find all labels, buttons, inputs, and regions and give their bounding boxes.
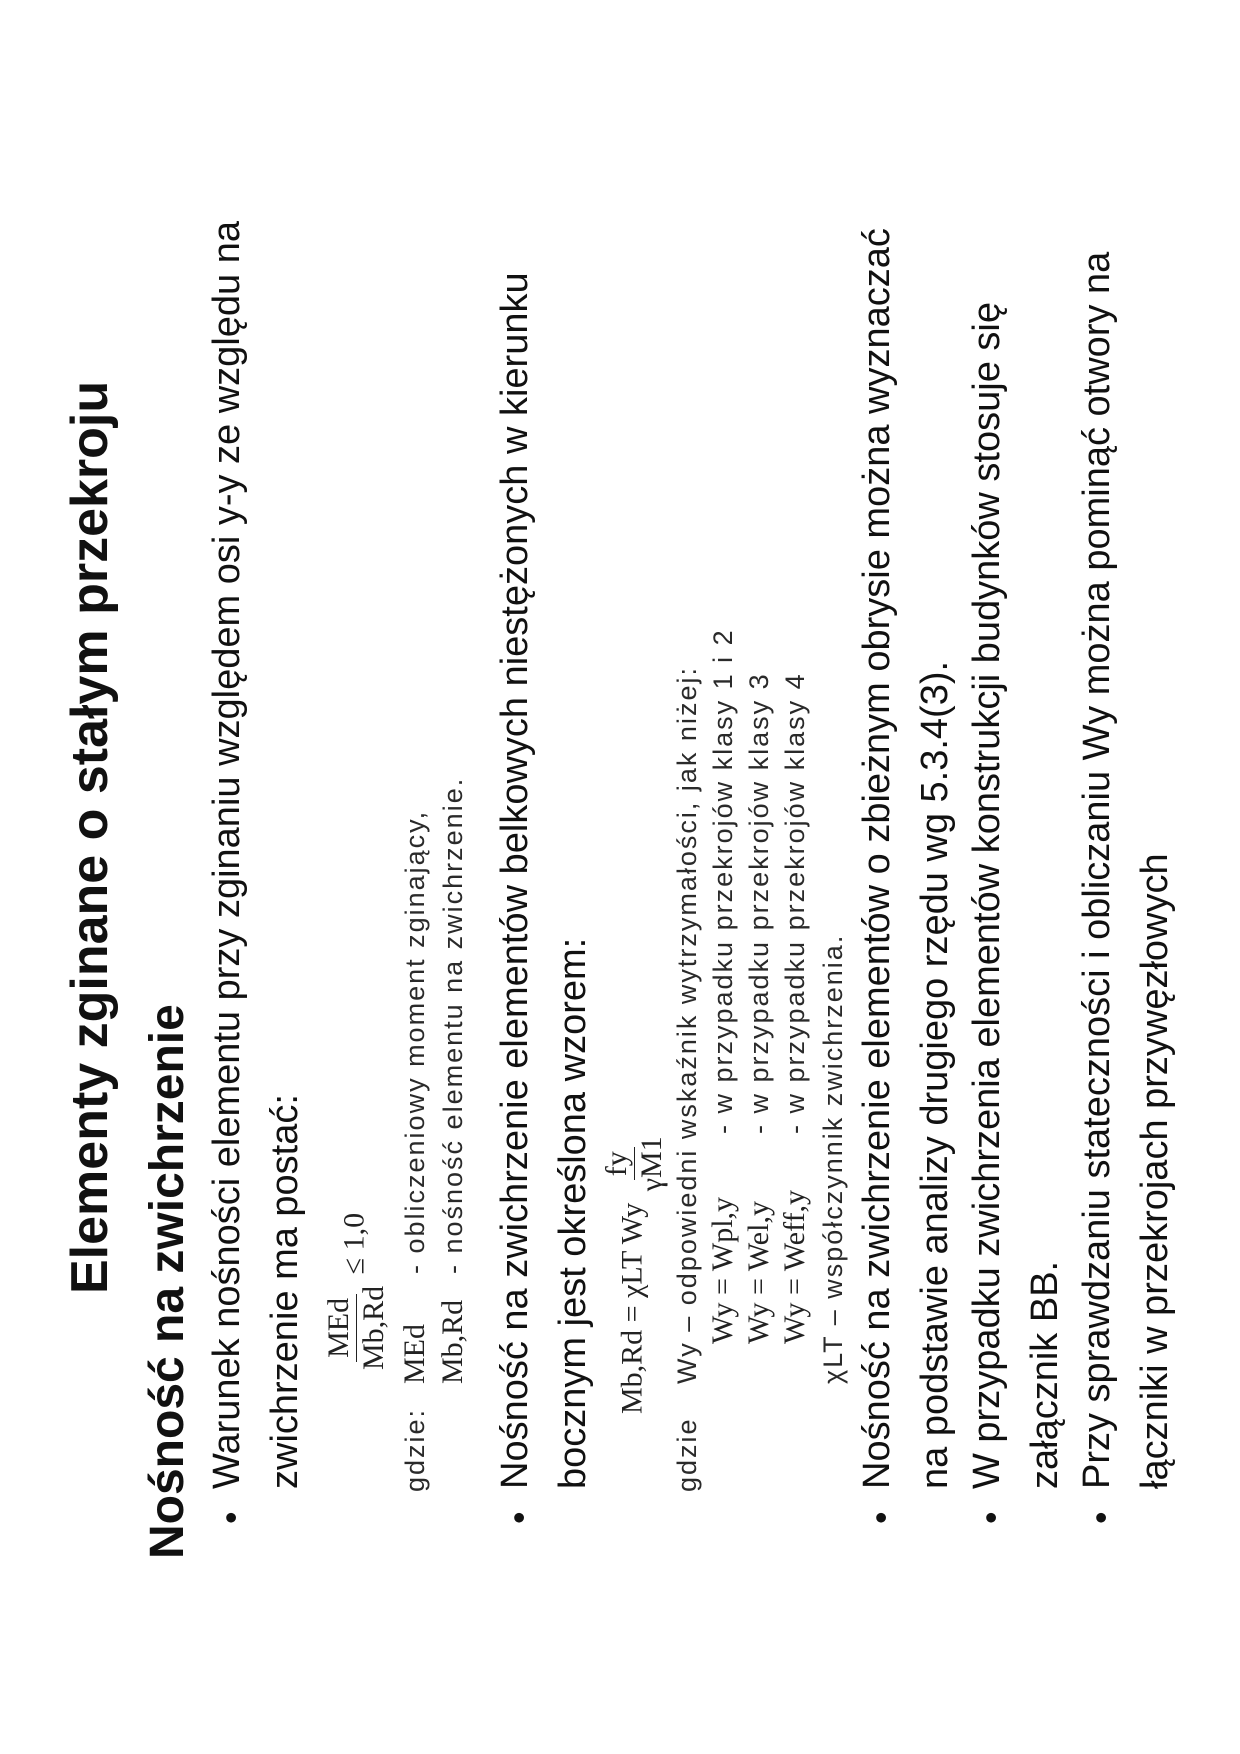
section-modulus-desc: - w przypadku przekrojów klasy 1 i 2 <box>708 628 738 1134</box>
bullet-marker: • <box>498 1511 539 1524</box>
section-modulus-eq: Wy = Weff,y <box>778 1189 811 1344</box>
section-heading: Nośność na zwichrzenie <box>141 1004 194 1559</box>
section-modulus-eq: Wy = Wel,y <box>742 1201 775 1344</box>
where-description: - nośność elementu na zwichrzenie. <box>438 776 468 1274</box>
formula-numerator: fy <box>600 1147 635 1180</box>
where-description: - obliczeniowy moment zginający, <box>400 809 430 1274</box>
bullet-4-line-1: W przypadku zwichrzenia elementów konstrukcji budynków stosuje się <box>966 302 1008 1489</box>
where-symbol: MEd <box>398 1324 431 1384</box>
formula-resistance-check <box>322 1213 391 1374</box>
formula-denominator: γM1 <box>635 1136 668 1192</box>
bullet-marker: • <box>1080 1511 1121 1524</box>
bullet-4-line-2: załącznik BB. <box>1024 1260 1066 1489</box>
bullet-marker: • <box>210 1511 251 1524</box>
bullet-5-line-1: Przy sprawdzaniu stateczności i obliczaniu Wy można pominąć otwory na <box>1076 251 1118 1489</box>
bullet-marker: • <box>860 1511 901 1524</box>
formula-lhs: Mb,Rd = χLT Wy <box>615 1202 649 1414</box>
where-label: gdzie <box>672 1417 702 1492</box>
where-label: gdzie: <box>400 1407 430 1492</box>
bullet-5-line-2: łączniki w przekrojach przywęzłowych <box>1134 853 1176 1489</box>
where-intro: Wy – odpowiedni wskaźnik wytrzymałości, jak niżej: <box>672 666 702 1384</box>
page-title: Elementy zginane o stałym przekroju <box>61 380 119 1294</box>
formula-condition: ≤ 1,0 <box>337 1212 371 1275</box>
chi-note: χLT – współczynnik zwichrzenia. <box>818 933 848 1384</box>
bullet-1-line-2: zwichrzenie ma postać: <box>264 1094 306 1489</box>
bullet-marker: • <box>970 1511 1011 1524</box>
formula-buckling-resistance <box>600 1132 669 1414</box>
formula-denominator: Mb,Rd <box>357 1285 390 1370</box>
bullet-2-line-1: Nośność na zwichrzenie elementów belkowych niestężonych w kierunku <box>494 272 536 1489</box>
section-modulus-eq: Wy = Wpl,y <box>706 1196 739 1344</box>
section-modulus-desc: - w przypadku przekrojów klasy 3 <box>744 672 774 1134</box>
bullet-3-line-1: Nośność na zwichrzenie elementów o zbieżnym obrysie można wyznaczać <box>856 228 898 1489</box>
section-modulus-desc: - w przypadku przekrojów klasy 4 <box>780 672 810 1134</box>
bullet-2-line-2: bocznym jest określona wzorem: <box>552 937 594 1489</box>
where-symbol: Mb,Rd <box>436 1299 469 1384</box>
bullet-3-line-2: na podstawie analizy drugiego rzędu wg 5.3.4(3). <box>914 660 956 1489</box>
formula-numerator: MEd <box>322 1294 357 1362</box>
bullet-1-line-1: Warunek nośności elementu przy zginaniu względem osi y-y ze względu na <box>206 221 248 1489</box>
